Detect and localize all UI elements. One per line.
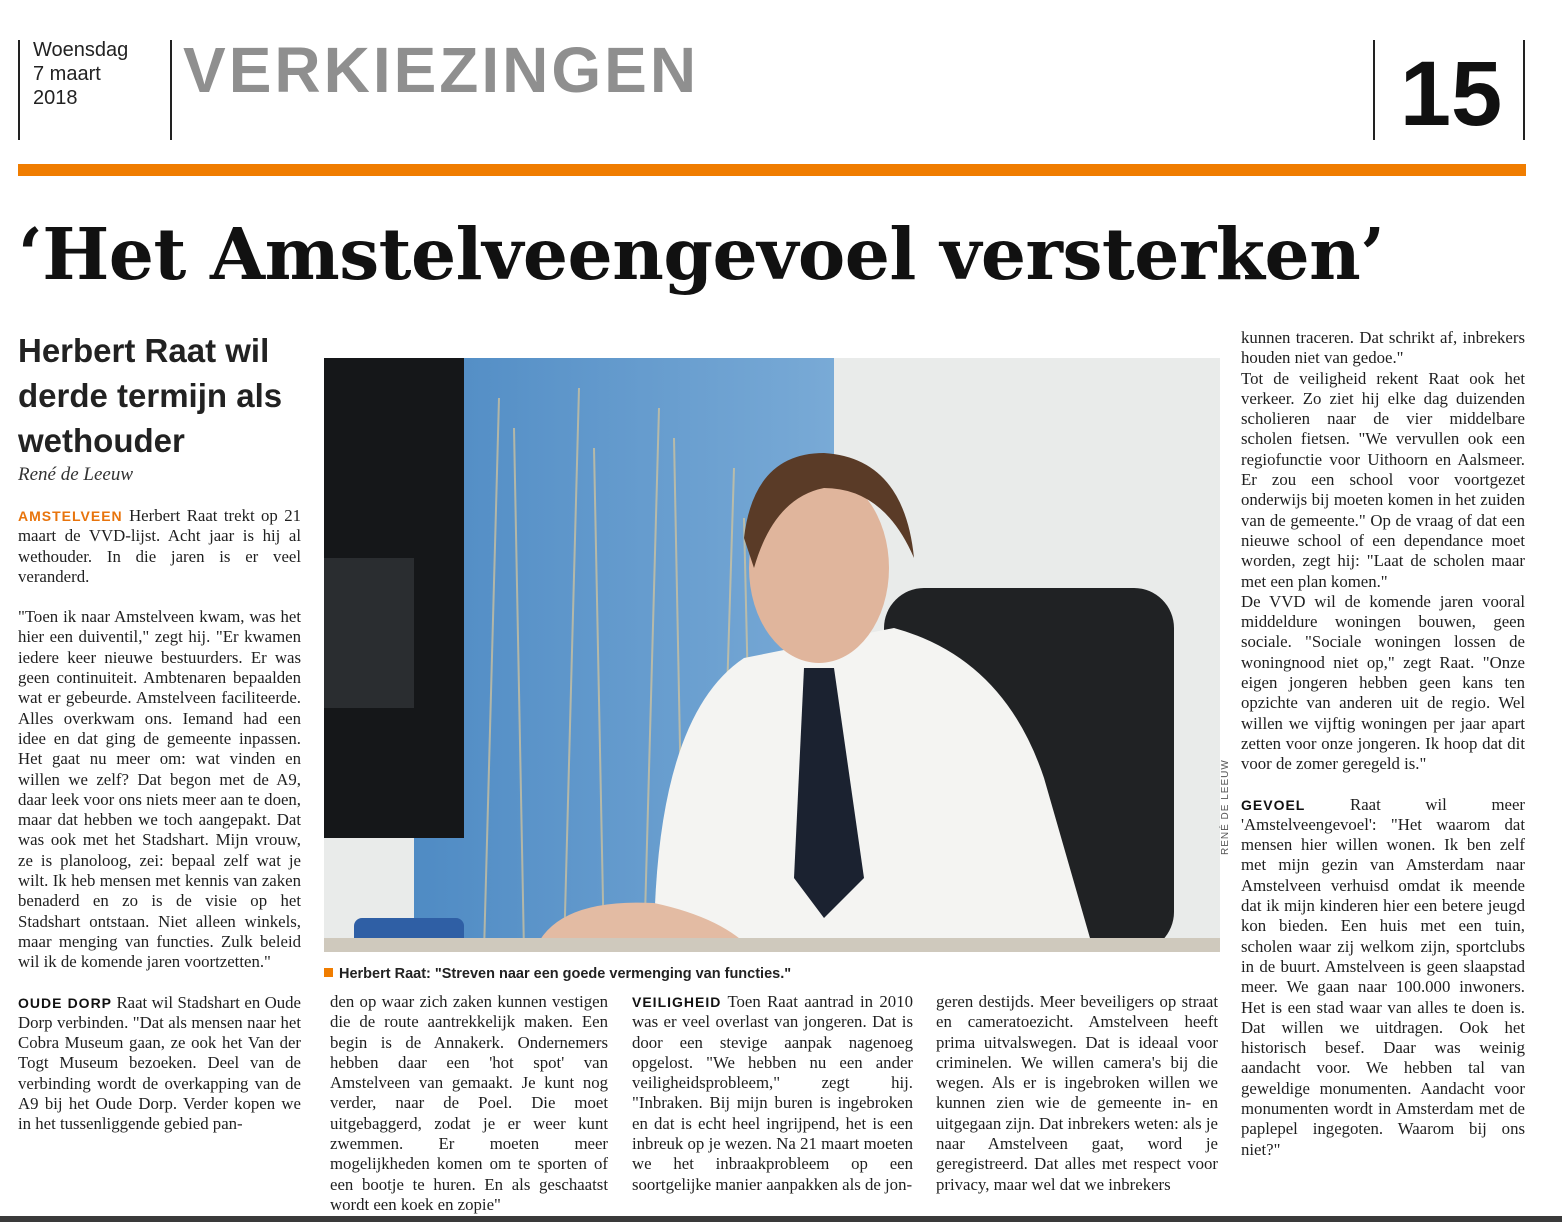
article-headline: ‘Het Amstelveengevoel versterken’	[18, 212, 1385, 296]
article-subheadline: Herbert Raat wil derde termijn als wethouder	[18, 332, 283, 459]
article-column-4	[936, 992, 1218, 1195]
paragraph: kunnen traceren. Dat schrikt af, inbrekers houden niet van gedoe."	[1241, 328, 1525, 368]
photo-caption	[324, 966, 791, 982]
masthead-left-rule	[18, 40, 20, 140]
article-column-2	[330, 992, 608, 1215]
page-number-left-rule	[1373, 40, 1375, 140]
photo-credit: RENÉ DE LEEUW	[1220, 759, 1231, 855]
issue-date	[33, 38, 153, 110]
paragraph-text: Raat wil meer 'Amstelveengevoel': "Het waarom dat mensen hier willen wonen. Ik ben zelf met mijn gezin van Amsterdam naar Amstelveen verhuisd omdat ik meende dat ik mijn kinderen hier een betere jeugd kon bieden. Een huis met een tuin, scholen waar zij welkom zijn, sportclubs in de buurt. Amstelveen is geen slaapstad meer. We gaan naar 100.000 inwoners. Het is een stad waar van alles te doen is. Dat willen we uitdragen. Ook het historisch besef. Daar was weinig aandacht voor. We hebben tal van geweldige monumenten. Aandacht voor monumenten wordt in Amsterdam met de paplepel ingegoten. Waarom bij ons niet?"	[1241, 794, 1525, 1159]
paragraph	[18, 993, 301, 1135]
paragraph: "Toen ik naar Amstelveen kwam, was het hier een duiventil," zegt hij. "Er kwamen iedere keer nieuwe bestuurders. Er was geen continuiteit. Ambtenaren bepaalden wat er gebeurde. Amstelveen faciliteerde. Alles overkwam ons. Iemand had een idee en dat ging de gemeente inpassen. Het gaat nu meer om: wat vinden en willen we zelf? Dat begon met de A9, daar leek voor ons niets meer aan te doen, maar dat hebben we toch aangepakt. Dat was ook met het Stadshart. Mijn vrouw, ze is planoloog, zei: bepaal zelf wat je wilt. Ik heb mensen met kennis van zaken benaderd en zo is de visie op het Stadshart ontstaan. Niet alleen winkels, maar menging van functies. Zulk beleid wil ik de komende jaren voortzetten."	[18, 607, 301, 972]
masthead-divider-rule	[170, 40, 172, 140]
date-weekday: Woensdag	[33, 39, 129, 61]
paragraph	[1241, 795, 1525, 1160]
page-bottom-rule	[0, 1216, 1562, 1222]
article-photo	[324, 358, 1220, 952]
date-year: 2018	[33, 87, 78, 109]
paragraph	[18, 506, 301, 587]
article-column-5	[1241, 328, 1525, 1160]
dateline-kicker: AMSTELVEEN	[18, 508, 123, 524]
article-byline: René de Leeuw	[18, 464, 134, 485]
subsection-kicker: OUDE DORP	[18, 994, 113, 1011]
portrait-illustration	[324, 358, 1220, 952]
paragraph-text: Toen Raat aantrad in 2010 was er veel overlast van jongeren. Dat is door een stevige aanpak nagenoeg opgelost. "We hebben nu een ander veiligheidsprobleem," zegt hij. "Inbraken. Bij mijn buren is ingebroken en dat is echt heel ingrijpend, het is een inbreuk op je wezen. Na 21 maart moeten we het inbraakprobleem op een soortgelijke manier aanpakken als de jon-	[632, 992, 913, 1194]
paragraph-text: Herbert Raat trekt op 21 maart de VVD-lijst. Acht jaar is hij al wethouder. In die jaren is er veel veranderd.	[18, 506, 302, 586]
article-column-1	[18, 506, 301, 1135]
section-color-bar	[18, 164, 1526, 176]
subsection-kicker: GEVOEL	[1241, 796, 1306, 813]
paragraph: Tot de veiligheid rekent Raat ook het verkeer. Zo ziet hij elke dag duizenden scholieren naar de vier middelbare scholen fietsen. "We vervullen ook een regiofunctie voor Uithoorn en Aalsmeer. Er zou een school voor voortgezet onderwijs bij moeten komen in het zuiden van de gemeente." Op de vraag of dat een nieuwe school of een dependance moet worden, zegt hij: "Laat de scholen maar met een plan komen."	[1241, 368, 1525, 591]
page-number: 15	[1399, 43, 1503, 145]
paragraph	[632, 992, 913, 1195]
paragraph: De VVD wil de komende jaren vooral middeldure woningen bouwen, geen sociale. "Sociale woningen lossen de woningnood niet op," zegt Raat. "Onze eigen jongeren hebben geen kans ten opzichte van anderen uit de regio. Wel willen we vijftig woningen per jaar apart zetten voor onze jongeren. Ik hoop dat dit voor de zomer geregeld is."	[1241, 591, 1525, 774]
section-title: VERKIEZINGEN	[183, 34, 700, 106]
paragraph: den op waar zich zaken kunnen vestigen die de route aantrekkelijk maken. Een begin is de Annakerk. Ondernemers hebben daar een 'hot spot' van Amstelveen van gemaakt. Je kunt nog verder, naar de Poel. Die moet uitgebaggerd, zodat je er weer kunt zwemmen. Er moeten meer mogelijkheden komen om te sporten of een bootje te huren. En als geschaatst wordt een koek en zopie"	[330, 992, 608, 1214]
page-number-right-rule	[1523, 40, 1525, 140]
article-column-3	[632, 992, 913, 1195]
subsection-kicker: VEILIGHEID	[632, 994, 722, 1010]
paragraph: geren destijds. Meer beveiligers op straat en cameratoezicht. Amstelveen heeft prima uitvalswegen. Dat is ideaal voor criminelen. We willen camera's bij die wegen. Als er is ingebroken willen we kunnen zien wie de gemeente in- en uitgegaan zijn. Dat inbrekers weten: als je naar Amstelveen gaat, word je geregistreerd. Dat alles met respect voor privacy, maar wel dat we inbrekers	[936, 992, 1218, 1194]
paragraph-text: Raat wil Stadshart en Oude Dorp verbinden. "Dat als mensen naar het Cobra Museum gaan, ze ook het Van der Togt Museum bezoeken. Deel van de verbinding wordt de overkapping van de A9 bij het Oude Dorp. Verder kopen we in het tussenliggende gebied pan-	[18, 992, 301, 1134]
date-day-month: 7 maart	[33, 63, 101, 85]
caption-text: Herbert Raat: "Streven naar een goede vermenging van functies."	[339, 966, 792, 982]
caption-marker-icon	[324, 968, 333, 977]
